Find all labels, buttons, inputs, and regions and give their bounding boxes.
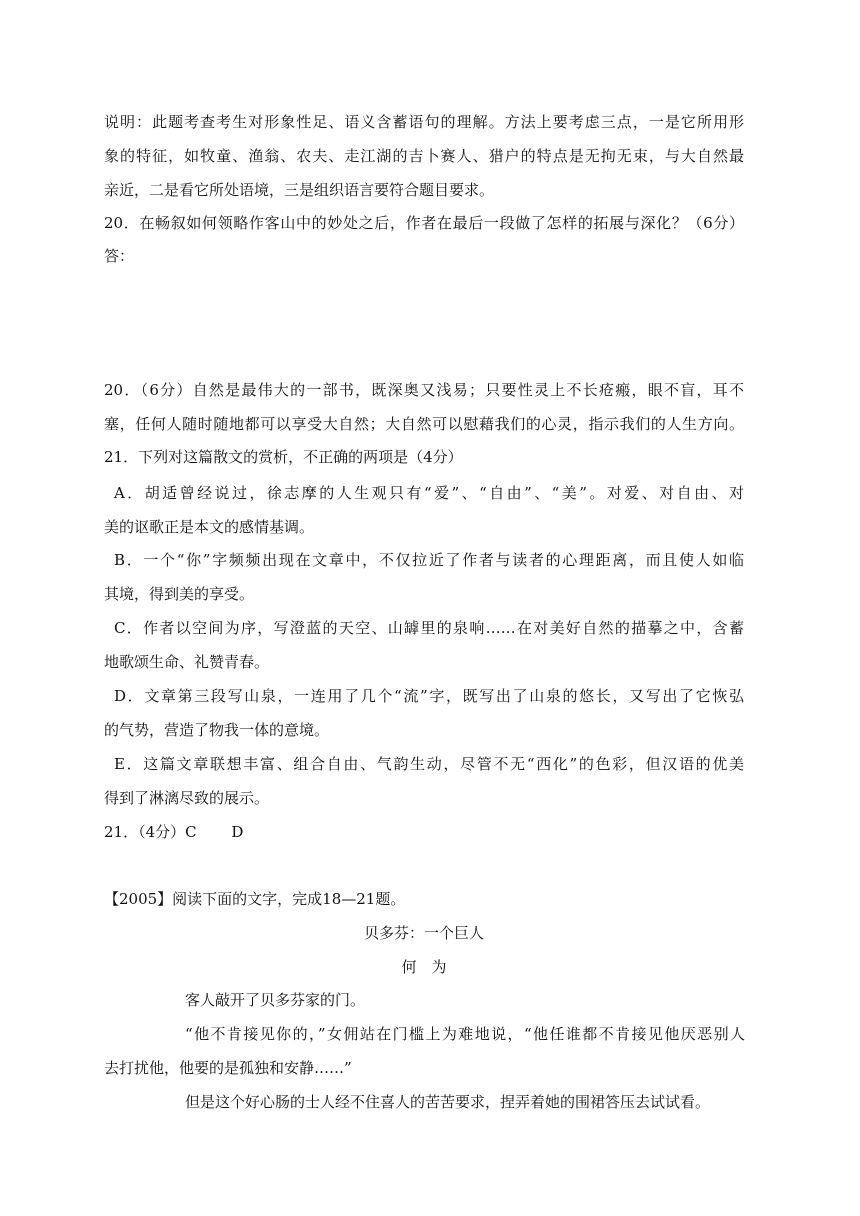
explanation-line: 说明：此题考查考生对形象性足、语义含蓄语句的理解。方法上要考虑三点，一是它所用形 — [104, 113, 744, 131]
paragraph-cont: 去打扰他，他要的是孤独和安静……” — [104, 1059, 352, 1077]
option-e: E．这篇文章联想丰富、组合自由、气韵生动，尽管不无“西化”的色彩，但汉语的优美 — [114, 755, 744, 773]
explanation-line: 亲近，二是看它所处语境，三是组织语言要符合题目要求。 — [104, 181, 495, 199]
article-author: 何 为 — [401, 958, 447, 976]
option-d-cont: 的气势，营造了物我一体的意境。 — [104, 721, 330, 739]
paragraph: 但是这个好心肠的士人经不住喜人的苦苦要求，捏弄着她的围裙答压去试试看。 — [185, 1093, 711, 1111]
section-intro: 【2005】阅读下面的文字，完成18—21题。 — [104, 890, 406, 908]
question-20: 20．在畅叙如何领略作客山中的妙处之后，作者在最后一段做了怎样的拓展与深化？（6分） — [104, 214, 744, 232]
option-c: C．作者以空间为序，写澄蓝的天空、山罅里的泉响……在对美好自然的描摹之中，含蓄 — [114, 619, 744, 637]
answer-21: 21．（4分）C D — [104, 823, 244, 841]
option-c-cont: 地歌颂生命、礼赞青春。 — [104, 653, 270, 671]
answer-label: 答： — [104, 247, 135, 265]
paragraph: “他不肯接见你的，”女佣站在门槛上为难地说，“他任谁都不肯接见他厌恶别人 — [185, 1025, 745, 1043]
explanation-line: 象的特征，如牧童、渔翁、农夫、走江湖的吉卜赛人、猎户的特点是无拘无束，与大自然最 — [104, 147, 744, 165]
answer-20-line: 塞，任何人随时随地都可以享受大自然；大自然可以慰藉我们的心灵，指示我们的人生方向。 — [104, 415, 744, 433]
paragraph: 客人敲开了贝多芬家的门。 — [185, 991, 366, 1009]
option-e-cont: 得到了淋漓尽致的展示。 — [104, 789, 270, 807]
option-d: D．文章第三段写山泉，一连用了几个“流”字，既写出了山泉的悠长，又写出了它恢弘 — [114, 687, 744, 705]
option-a: A．胡适曾经说过，徐志摩的人生观只有“爱”、“自由”、“美”。对爱、对自由、对 — [114, 484, 744, 502]
option-b-cont: 其境，得到美的享受。 — [104, 585, 255, 603]
question-21: 21．下列对这篇散文的赏析，不正确的两项是（4分） — [104, 448, 463, 466]
article-title: 贝多芬：一个巨人 — [363, 924, 484, 942]
option-b: B．一个“你”字频频出现在文章中，不仅拉近了作者与读者的心理距离，而且使人如临 — [114, 551, 744, 569]
answer-20-line: 20．（6分）自然是最伟大的一部书，既深奥又浅易；只要性灵上不长疮瘢，眼不盲，耳不 — [104, 381, 744, 399]
option-a-cont: 美的讴歌正是本文的感情基调。 — [104, 518, 315, 536]
